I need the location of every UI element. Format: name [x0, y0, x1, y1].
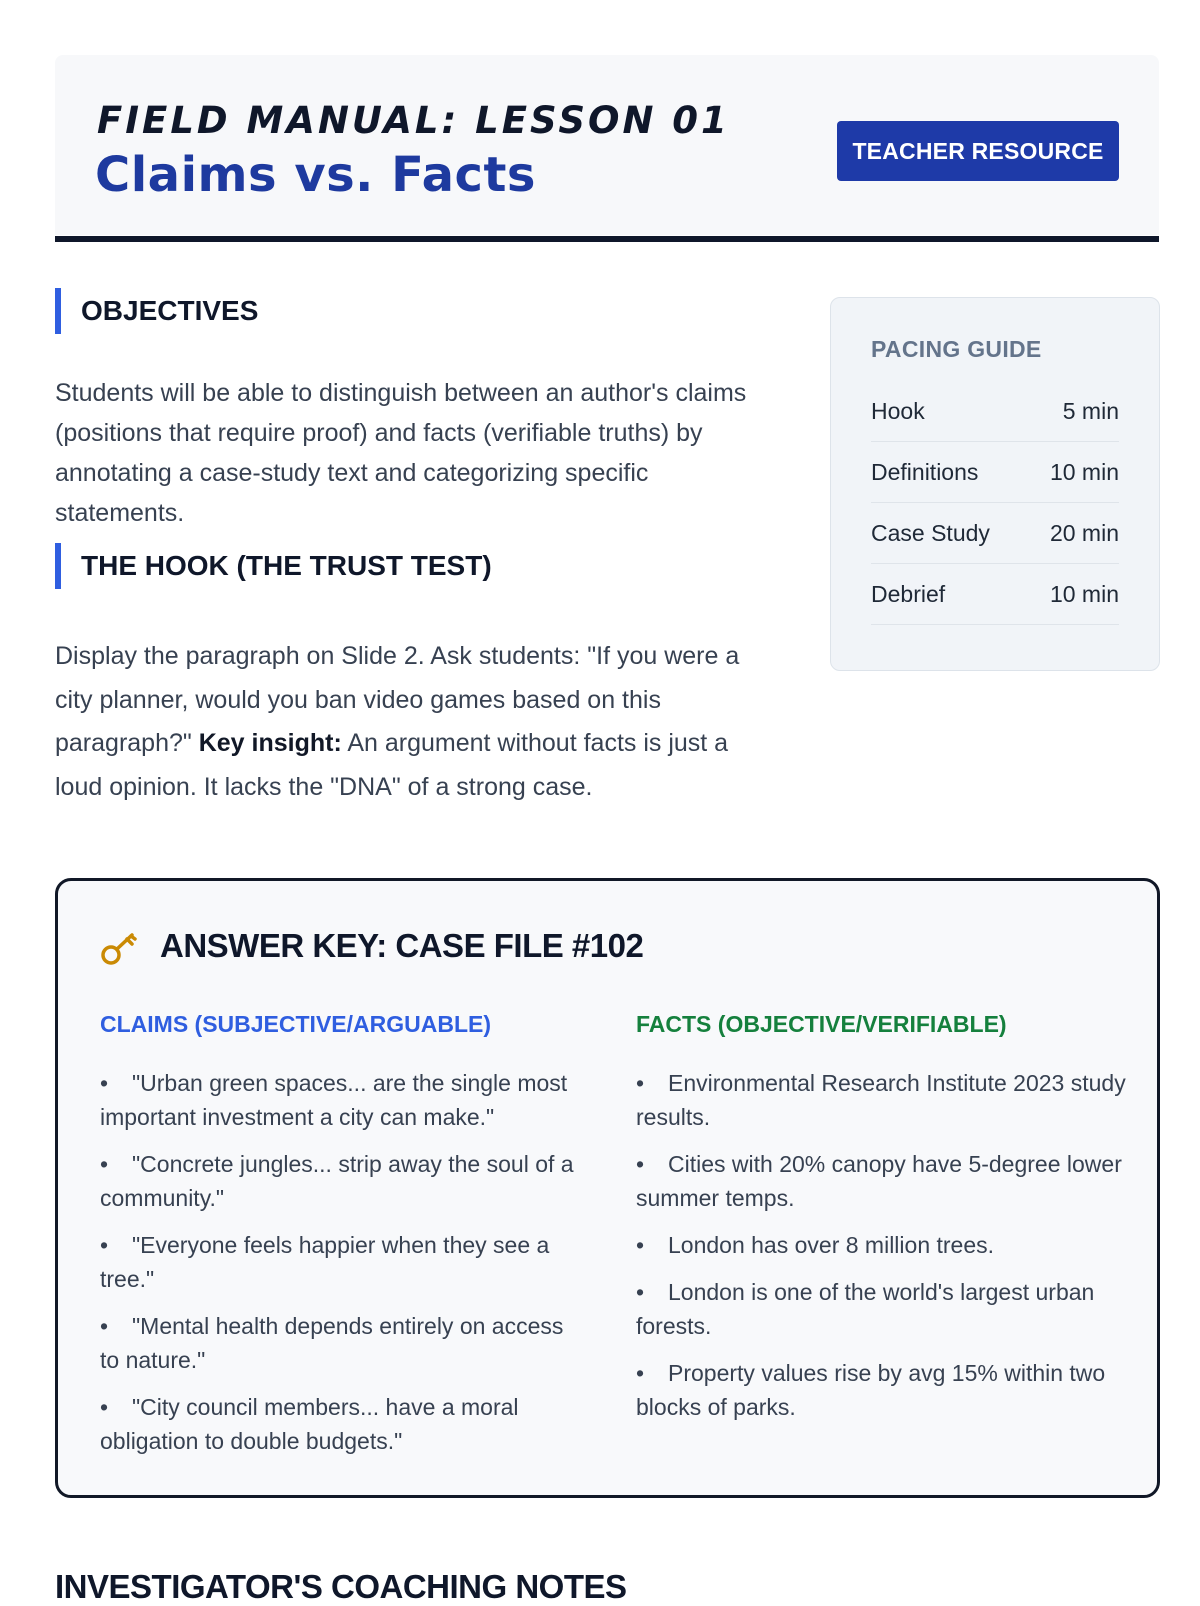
fact-text: London has over 8 million trees. [668, 1232, 995, 1258]
claim-text: "Everyone feels happier when they see a tree." [100, 1232, 550, 1292]
pacing-row [871, 381, 1119, 442]
hook-text-before: Display the paragraph on Slide 2. Ask students: "If you were a city planner, would you ban video games based on this paragraph?" [55, 642, 740, 757]
hook-heading: THE HOOK (THE TRUST TEST) [55, 543, 492, 589]
lesson-header [55, 55, 1159, 235]
fact-text: London is one of the world's largest urban forests. [636, 1279, 1095, 1339]
list-item [636, 1275, 1126, 1343]
claims-list [100, 1066, 582, 1471]
bullet: • [100, 1313, 109, 1339]
pacing-guide-card [830, 297, 1160, 671]
hook-text-after: An argument without facts is just a loud opinion. It lacks the "DNA" of a strong case. [55, 729, 729, 801]
list-item [100, 1309, 582, 1377]
fact-text: Environmental Research Institute 2023 study results. [636, 1070, 1126, 1130]
objectives-text: Students will be able to distinguish between an author's claims (positions that require proof) and facts (verifiable truths) by annotating a case-study text and categorizing specific statements. [55, 379, 747, 527]
bullet: • [100, 1070, 109, 1096]
bullet: • [100, 1232, 109, 1258]
claim-text: "City council members... have a moral obligation to double budgets." [100, 1394, 519, 1454]
answer-key-card [55, 878, 1160, 1498]
pacing-row-time: 20 min [1049, 519, 1119, 546]
claim-text: "Concrete jungles... strip away the soul of a community." [100, 1151, 574, 1211]
facts-heading: FACTS (OBJECTIVE/VERIFIABLE) [636, 1011, 1007, 1037]
list-item [636, 1066, 1126, 1134]
pacing-row-time: 5 min [1062, 397, 1119, 424]
list-item [100, 1066, 582, 1134]
bullet: • [636, 1151, 645, 1177]
list-item [636, 1356, 1126, 1424]
list-item [100, 1147, 582, 1215]
pacing-row-label: Debrief [871, 580, 946, 607]
fact-text: Property values rise by avg 15% within two blocks of parks. [636, 1360, 1106, 1420]
pacing-row-label: Definitions [871, 458, 979, 485]
pacing-guide-title: PACING GUIDE [871, 336, 1042, 362]
pacing-row [871, 442, 1119, 503]
pacing-row [871, 503, 1119, 564]
key-icon [100, 928, 140, 968]
fact-text: Cities with 20% canopy have 5-degree lower summer temps. [636, 1151, 1122, 1211]
bullet: • [636, 1279, 645, 1305]
claims-heading: CLAIMS (SUBJECTIVE/ARGUABLE) [100, 1011, 492, 1037]
claim-text: "Mental health depends entirely on access to nature." [100, 1313, 564, 1373]
hook-text [55, 635, 775, 809]
bullet: • [636, 1070, 645, 1096]
facts-list [636, 1066, 1126, 1437]
objectives-heading: OBJECTIVES [55, 288, 258, 334]
lesson-eyebrow: FIELD MANUAL: LESSON 01 [97, 99, 730, 142]
teacher-resource-button[interactable]: TEACHER RESOURCE [837, 121, 1119, 181]
bullet: • [100, 1151, 109, 1177]
pacing-row-label: Hook [871, 397, 925, 424]
list-item [100, 1390, 582, 1458]
pacing-row-time: 10 min [1049, 458, 1119, 485]
header-divider [55, 236, 1159, 242]
answer-key-title: ANSWER KEY: CASE FILE #102 [160, 927, 644, 964]
bullet: • [636, 1232, 645, 1258]
page-title: Claims vs. Facts [95, 147, 536, 203]
pacing-row-time: 10 min [1049, 580, 1119, 607]
coaching-notes-heading: INVESTIGATOR'S COACHING NOTES [55, 1568, 627, 1605]
bullet: • [100, 1394, 109, 1420]
bullet: • [636, 1360, 645, 1386]
pacing-row [871, 564, 1119, 625]
claim-text: "Urban green spaces... are the single most important investment a city can make." [100, 1070, 568, 1130]
key-insight-label: Key insight: [198, 729, 342, 757]
pacing-row-label: Case Study [871, 519, 990, 546]
list-item [636, 1147, 1126, 1215]
list-item [100, 1228, 582, 1296]
list-item [636, 1228, 1126, 1262]
